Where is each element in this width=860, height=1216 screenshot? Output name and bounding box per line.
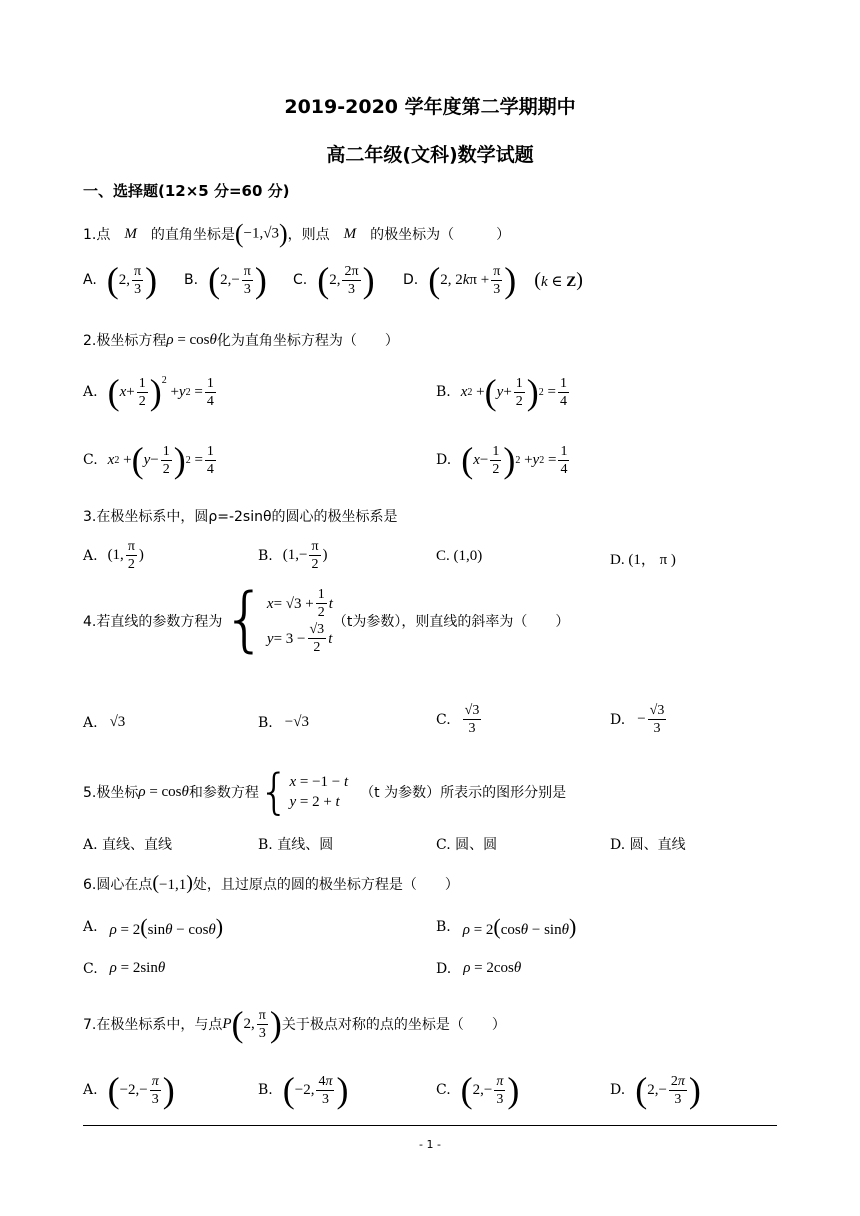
option-label: C.: [83, 452, 98, 468]
q6-option-c[interactable]: C. ρ = 2sinθ: [83, 960, 166, 977]
q4-option-d[interactable]: D. − $\frac{√3}{3}$: [610, 703, 665, 736]
q6-option-d[interactable]: D. ρ = 2cosθ: [436, 960, 522, 977]
q3-option-a[interactable]: A. (1, $\frac{\pi}{2}$ ): [83, 539, 144, 572]
option-label: C.: [436, 711, 451, 728]
q4-param: （t为参数），则直线的斜率为（ ）: [332, 614, 570, 630]
q7-option-c[interactable]: C. ( 2,− $\frac{\pi}{3}$ ): [436, 1070, 520, 1110]
footer-divider: [83, 1125, 777, 1126]
option-label: C.: [293, 272, 308, 288]
q2-option-a[interactable]: A. ( x + $\frac{1}{2}$ ) 2 + y 2 = $\frac{1}{4}$: [83, 372, 214, 412]
q7-option-d[interactable]: D. ( 2,− $\frac{2\pi}{3}$ ): [610, 1070, 701, 1110]
option-label: A.: [83, 919, 98, 935]
question-7: 7.在极坐标系中，与点 P ( 2, $\frac{\pi}{3}$ ) 关于极点对称的点的坐标是（ ）: [83, 1004, 506, 1044]
q5-mid: 和参数方程: [188, 785, 259, 801]
option-label: B.: [436, 384, 451, 400]
q7-text: 7.在极坐标系中，与点: [83, 1017, 223, 1033]
q6-option-a[interactable]: A. ρ = 2(sinθ − cosθ): [83, 914, 224, 939]
question-3: 3.在极坐标系中，圆ρ=-2sinθ的圆心的极坐标系是: [83, 509, 398, 525]
option-label: A.: [83, 547, 98, 564]
q3-option-b[interactable]: B. (1,− $\frac{\pi}{2}$ ): [258, 539, 328, 572]
q7-option-b[interactable]: B. ( −2, $\frac{4\pi}{3}$ ): [258, 1070, 349, 1110]
q5-option-c[interactable]: C. 圆、圆: [436, 837, 498, 853]
q5-option-b[interactable]: B. 直线、圆: [258, 837, 334, 853]
option-label: B.: [436, 919, 451, 935]
option-label: A.: [83, 384, 98, 400]
q5-text: 5.极坐标: [83, 785, 139, 801]
q6-text: 6.圆心在点: [83, 876, 153, 893]
question-2: 2.极坐标方程 ρ = cosθ 化为直角坐标方程为（ ）: [83, 331, 399, 349]
option-label: B.: [258, 714, 273, 731]
q1-option-d[interactable]: D. ( 2, 2 k π + $\frac{\pi}{3}$ ) (k ∈ Z): [403, 260, 583, 300]
option-label: D.: [610, 711, 626, 728]
q4-option-c[interactable]: C. $\frac{√3}{3}$: [436, 703, 480, 736]
q1-option-a[interactable]: A. ( 2, $\frac{\pi}{3}$ ): [83, 260, 158, 300]
q1-suffix: 的极坐标为（ ）: [370, 227, 511, 243]
option-label: D.: [436, 960, 452, 977]
section-heading: 一、选择题(12×5 分=60 分): [83, 182, 290, 200]
q2-text: 2.极坐标方程: [83, 333, 167, 349]
page-title: 2019-2020 学年度第二学期期中: [284, 96, 576, 118]
option-label: A.: [83, 714, 98, 731]
q1-prefix: 1.点: [83, 227, 111, 243]
q2-option-b[interactable]: B. x 2 + ( y + $\frac{1}{2}$ ) 2 = $\frac{1}{4}$: [436, 372, 567, 412]
q4-option-a[interactable]: A. √3: [83, 714, 126, 731]
q5-option-d[interactable]: D. 圆、直线: [610, 837, 686, 853]
question-6: 6.圆心在点 (−1,1) 处，且过原点的圆的极坐标方程是（ ）: [83, 872, 459, 894]
option-label: A.: [83, 272, 97, 288]
q2-option-c[interactable]: C. x 2 + ( y − $\frac{1}{2}$ ) 2 = $\frac{1}{4}$: [83, 440, 214, 480]
q1-mid2: ，则点: [287, 227, 330, 243]
question-1: 1.点 M 的直角坐标是 (−1,√3) ，则点 M 的极坐标为（ ）: [83, 219, 511, 248]
q4-option-b[interactable]: B. −√3: [258, 714, 309, 731]
question-5: 5.极坐标 ρ = cosθ 和参数方程 { x = −1 − t y = 2 + t （t 为参数）所表示的图形分别是: [83, 764, 567, 820]
q1-option-c[interactable]: C. ( 2, $\frac{2\pi}{3}$ ): [293, 260, 375, 300]
option-label: B.: [258, 1082, 273, 1098]
option-label: B.: [258, 547, 273, 564]
q3-option-c[interactable]: C. (1,0): [436, 548, 483, 564]
page-number: - 1 -: [419, 1138, 441, 1151]
q1-option-b[interactable]: B. ( 2,− $\frac{\pi}{3}$ ): [184, 260, 267, 300]
question-4: 4.若直线的参数方程为 { x = √3 + $\frac{1}{2}$ t y = 3 − $\frac{√3}{2}$ t （t为参数），则直线的斜率为（ ）: [83, 578, 570, 660]
option-label: B.: [184, 272, 199, 288]
q6-suffix: 处，且过原点的圆的极坐标方程是（ ）: [192, 876, 459, 893]
q4-text: 4.若直线的参数方程为: [83, 614, 223, 630]
q5-option-a[interactable]: A. 直线、直线: [83, 837, 173, 853]
q2-option-d[interactable]: D. ( x − $\frac{1}{2}$ ) 2 + y 2 = $\frac{1}{4}$: [436, 440, 568, 480]
page-subtitle: 高二年级(文科)数学试题: [326, 144, 534, 166]
q7-option-a[interactable]: A. ( −2,− $\frac{\pi}{3}$ ): [83, 1070, 175, 1110]
q3-option-d[interactable]: D. (1， π ): [610, 552, 676, 568]
option-label: D.: [610, 1082, 626, 1098]
q7-suffix: 关于极点对称的点的坐标是（ ）: [281, 1017, 506, 1033]
q1-mid1: 的直角坐标是: [150, 227, 235, 243]
option-label: D.: [403, 272, 419, 288]
q5-suffix: （t 为参数）所表示的图形分别是: [360, 785, 567, 801]
option-label: A.: [83, 1082, 98, 1098]
option-label: C.: [436, 1082, 451, 1098]
option-label: D.: [436, 452, 452, 468]
q2-suffix: 化为直角坐标方程为（ ）: [216, 333, 399, 349]
option-label: C.: [83, 960, 98, 977]
q6-option-b[interactable]: B. ρ = 2(cosθ − sinθ): [436, 914, 577, 939]
